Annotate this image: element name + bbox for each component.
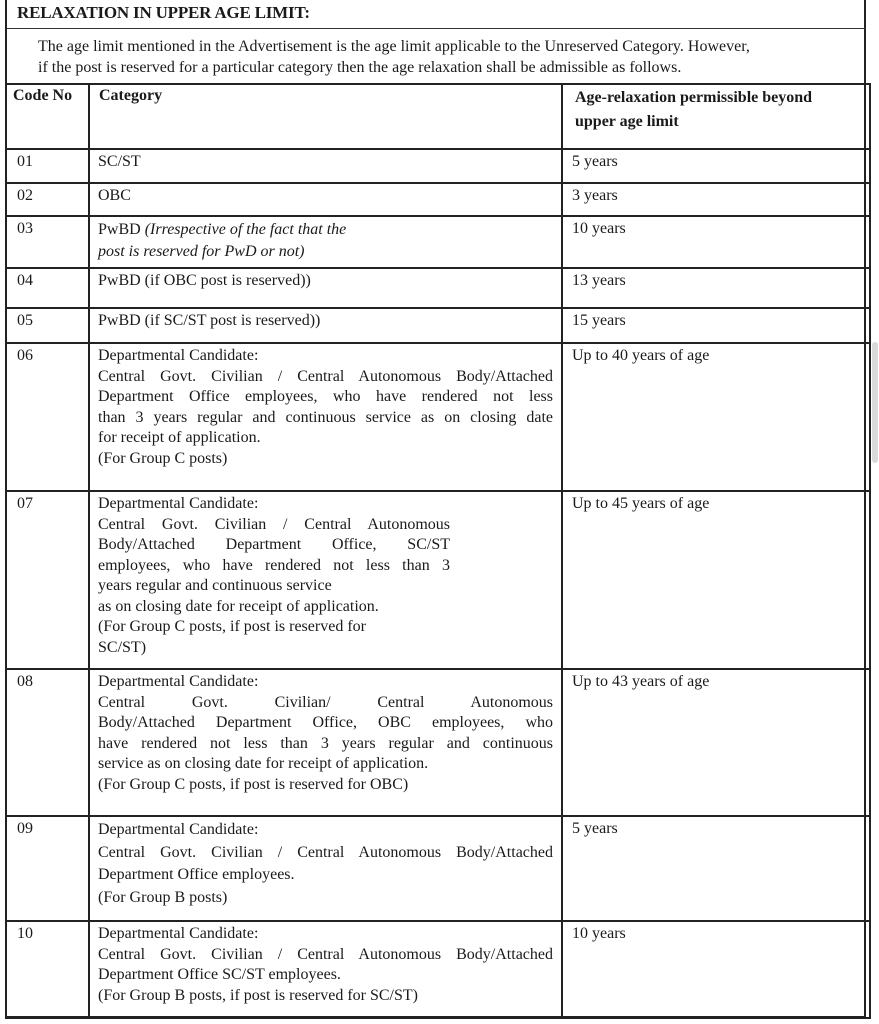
row-relaxation: 10 years <box>562 216 870 268</box>
category-heading: Departmental Candidate: <box>98 925 259 942</box>
row-category <box>89 216 562 268</box>
category-line: Department Office SC/ST employees. <box>98 966 341 983</box>
table-row <box>6 216 870 268</box>
intro-line-1: The age limit mentioned in the Advertisement is the age limit applicable to the Unreserved Category. However, <box>38 38 750 55</box>
row-relaxation: 5 years <box>562 149 870 183</box>
header-code-no: Code No <box>6 84 89 149</box>
row-code: 06 <box>6 343 89 491</box>
row-category <box>89 669 562 816</box>
row-code: 07 <box>6 491 89 669</box>
category-line: Department Office employees. <box>98 866 295 883</box>
row-code: 08 <box>6 669 89 816</box>
category-line: Central Govt. Civilian / Central Autonomous Body/Attached <box>98 843 553 861</box>
row-relaxation: 10 years <box>562 921 870 1018</box>
intro-paragraph <box>38 36 860 78</box>
row-category <box>89 816 562 921</box>
table-row <box>6 149 870 183</box>
category-line: Department Office employees, who have rendered not less <box>98 388 553 405</box>
category-heading: Departmental Candidate: <box>98 495 259 512</box>
row-relaxation: Up to 40 years of age <box>562 343 870 491</box>
category-note: (Irrespective of the fact that the <box>144 221 347 238</box>
header-age-relaxation <box>562 84 870 149</box>
row-code: 09 <box>6 816 89 921</box>
row-relaxation: Up to 45 years of age <box>562 491 870 669</box>
category-line: SC/ST) <box>98 638 147 656</box>
section-title: RELAXATION IN UPPER AGE LIMIT: <box>17 3 310 22</box>
row-code: 10 <box>6 921 89 1018</box>
table-row <box>6 491 870 669</box>
row-category: OBC <box>89 183 562 216</box>
category-line: Central Govt. Civilian / Central Autonomous Body/Attached <box>98 945 553 963</box>
table-row <box>6 921 870 1018</box>
category-line: Central Govt. Civilian / Central Autonomous <box>98 515 450 533</box>
header-relaxation-line-2: upper age limit <box>575 113 679 130</box>
category-line: employees, who have rendered not less than 3 <box>98 556 450 574</box>
scrollbar-thumb[interactable] <box>872 342 878 463</box>
category-note-line-2: post is reserved for PwD or not) <box>98 243 305 260</box>
row-code: 04 <box>6 268 89 308</box>
table-header-row <box>6 84 870 149</box>
category-line: years regular and continuous service <box>98 577 332 594</box>
row-category: PwBD (if SC/ST post is reserved)) <box>89 308 562 343</box>
table-row <box>6 268 870 308</box>
header-category: Category <box>89 84 562 149</box>
header-relaxation-line-1: Age-relaxation permissible beyond <box>575 89 813 106</box>
row-relaxation: 13 years <box>562 268 870 308</box>
row-category: PwBD (if OBC post is reserved)) <box>89 268 562 308</box>
row-relaxation: 3 years <box>562 183 870 216</box>
intro-line-2: if the post is reserved for a particular category then the age relaxation shall be admissible as follows. <box>38 59 682 76</box>
category-line: (For Group C posts, if post is reserved for OBC) <box>98 775 409 793</box>
category-line: Body/Attached Department Office, SC/ST <box>98 536 450 553</box>
category-line: (For Group B posts) <box>98 888 228 906</box>
row-relaxation: Up to 43 years of age <box>562 669 870 816</box>
row-category <box>89 921 562 1018</box>
category-heading: Departmental Candidate: <box>98 821 259 838</box>
row-relaxation: 5 years <box>562 816 870 921</box>
row-category: SC/ST <box>89 149 562 183</box>
row-category <box>89 491 562 669</box>
category-heading: Departmental Candidate: <box>98 673 259 690</box>
table-row <box>6 669 870 816</box>
table-row <box>6 816 870 921</box>
row-code: 03 <box>6 216 89 268</box>
category-line: for receipt of application. <box>98 429 261 446</box>
category-heading: Departmental Candidate: <box>98 347 259 364</box>
category-line: as on closing date for receipt of application. <box>98 597 379 615</box>
table-row <box>6 308 870 343</box>
category-line: Central Govt. Civilian / Central Autonomous Body/Attached <box>98 367 553 385</box>
row-code: 05 <box>6 308 89 343</box>
table-row <box>6 343 870 491</box>
age-relaxation-table <box>5 83 871 1019</box>
row-code: 02 <box>6 183 89 216</box>
category-line: have rendered not less than 3 years regular and continuous <box>98 734 553 752</box>
row-relaxation: 15 years <box>562 308 870 343</box>
title-row <box>7 0 866 29</box>
category-main: PwBD <box>98 221 145 238</box>
category-line: Body/Attached Department Office, OBC employees, who <box>98 714 553 731</box>
table-row <box>6 183 870 216</box>
category-line: (For Group B posts, if post is reserved for SC/ST) <box>98 986 418 1004</box>
category-line: than 3 years regular and continuous service as on closing date <box>98 408 553 426</box>
category-line: Central Govt. Civilian/ Central Autonomous <box>98 693 553 711</box>
category-line: (For Group C posts, if post is reserved for <box>98 618 366 635</box>
category-line: service as on closing date for receipt of application. <box>98 755 429 772</box>
row-code: 01 <box>6 149 89 183</box>
row-category <box>89 343 562 491</box>
category-line: (For Group C posts) <box>98 449 228 467</box>
